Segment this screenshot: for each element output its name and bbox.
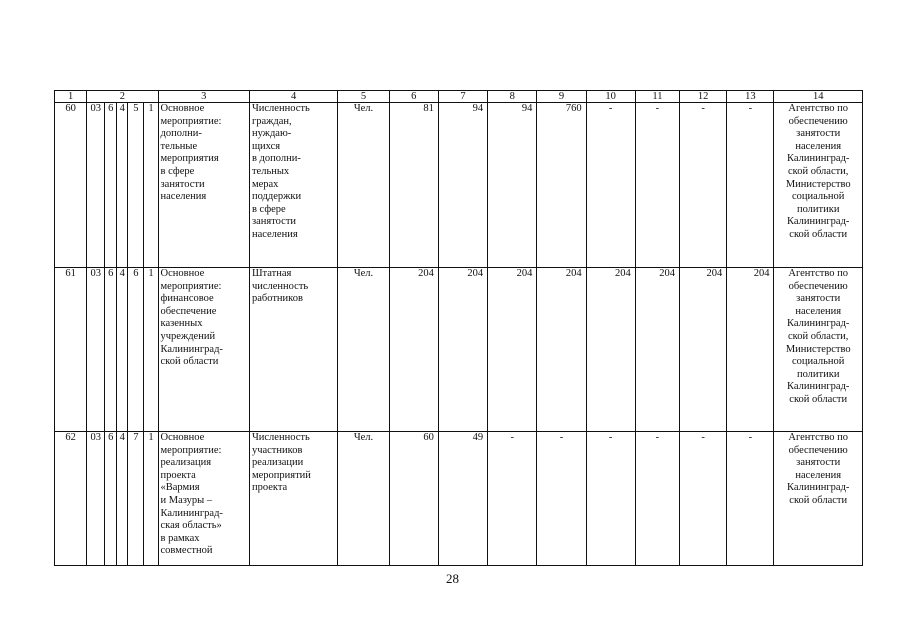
header-cell: 14: [774, 91, 863, 103]
value-cell: 204: [635, 268, 679, 432]
executor-cell: Агентство по обеспечению занятости населения Калининград- ской области: [774, 432, 863, 566]
code-cell: 1: [144, 268, 158, 432]
header-cell: 7: [438, 91, 487, 103]
value-cell: 204: [389, 268, 438, 432]
code-cell: 03: [87, 432, 105, 566]
unit-cell: Чел.: [338, 103, 389, 268]
value-cell: 60: [389, 432, 438, 566]
measure-name: Основное мероприятие: реализация проекта «Вармия и Мазуры – Калининград- ская область» в рамках совместной: [158, 432, 249, 566]
value-cell: -: [635, 432, 679, 566]
header-cell: 2: [87, 91, 158, 103]
table-row: [55, 103, 863, 268]
header-cell: 1: [55, 91, 87, 103]
value-cell: 204: [680, 268, 727, 432]
header-cell: 3: [158, 91, 249, 103]
code-cell: 03: [87, 103, 105, 268]
value-cell: 204: [537, 268, 586, 432]
header-cell: 10: [586, 91, 635, 103]
measure-name: Основное мероприятие: дополни- тельные мероприятия в сфере занятости населения: [158, 103, 249, 268]
unit-cell: Чел.: [338, 268, 389, 432]
value-cell: -: [586, 103, 635, 268]
row-number: 61: [55, 268, 87, 432]
header-cell: 6: [389, 91, 438, 103]
value-cell: 204: [438, 268, 487, 432]
table-row: [55, 268, 863, 432]
code-cell: 4: [117, 103, 128, 268]
code-cell: 6: [105, 432, 117, 566]
unit-cell: Чел.: [338, 432, 389, 566]
page-number: 28: [446, 571, 459, 586]
value-cell: 49: [438, 432, 487, 566]
value-cell: 81: [389, 103, 438, 268]
value-cell: -: [635, 103, 679, 268]
code-cell: 6: [128, 268, 144, 432]
value-cell: 204: [586, 268, 635, 432]
code-cell: 4: [117, 268, 128, 432]
value-cell: -: [680, 103, 727, 268]
header-cell: 12: [680, 91, 727, 103]
code-cell: 5: [128, 103, 144, 268]
table-header-row: [55, 91, 863, 103]
row-number: 60: [55, 103, 87, 268]
indicator-name: Штатная численность работников: [249, 268, 337, 432]
value-cell: -: [586, 432, 635, 566]
code-cell: 6: [105, 103, 117, 268]
indicator-name: Численность граждан, нуждаю- щихся в дополни- тельных мерах поддержки в сфере занятости населения: [249, 103, 337, 268]
value-cell: 94: [438, 103, 487, 268]
header-cell: 5: [338, 91, 389, 103]
value-cell: -: [488, 432, 537, 566]
value-cell: -: [727, 432, 774, 566]
measures-table: [54, 90, 863, 566]
value-cell: -: [680, 432, 727, 566]
code-cell: 03: [87, 268, 105, 432]
code-cell: 4: [117, 432, 128, 566]
header-cell: 9: [537, 91, 586, 103]
value-cell: 94: [488, 103, 537, 268]
row-number: 62: [55, 432, 87, 566]
value-cell: 204: [727, 268, 774, 432]
code-cell: 7: [128, 432, 144, 566]
value-cell: -: [537, 432, 586, 566]
header-cell: 11: [635, 91, 679, 103]
value-cell: 204: [488, 268, 537, 432]
value-cell: -: [727, 103, 774, 268]
executor-cell: Агентство по обеспечению занятости населения Калининград- ской области, Министерство социальной политики Калининград- ской области: [774, 268, 863, 432]
table-row: [55, 432, 863, 566]
value-cell: 760: [537, 103, 586, 268]
header-cell: 4: [249, 91, 337, 103]
header-cell: 8: [488, 91, 537, 103]
header-cell: 13: [727, 91, 774, 103]
measure-name: Основное мероприятие: финансовое обеспечение казенных учреждений Калининград- ской области: [158, 268, 249, 432]
indicator-name: Численность участников реализации мероприятий проекта: [249, 432, 337, 566]
executor-cell: Агентство по обеспечению занятости населения Калининград- ской области, Министерство социальной политики Калининград- ской области: [774, 103, 863, 268]
code-cell: 6: [105, 268, 117, 432]
code-cell: 1: [144, 432, 158, 566]
code-cell: 1: [144, 103, 158, 268]
